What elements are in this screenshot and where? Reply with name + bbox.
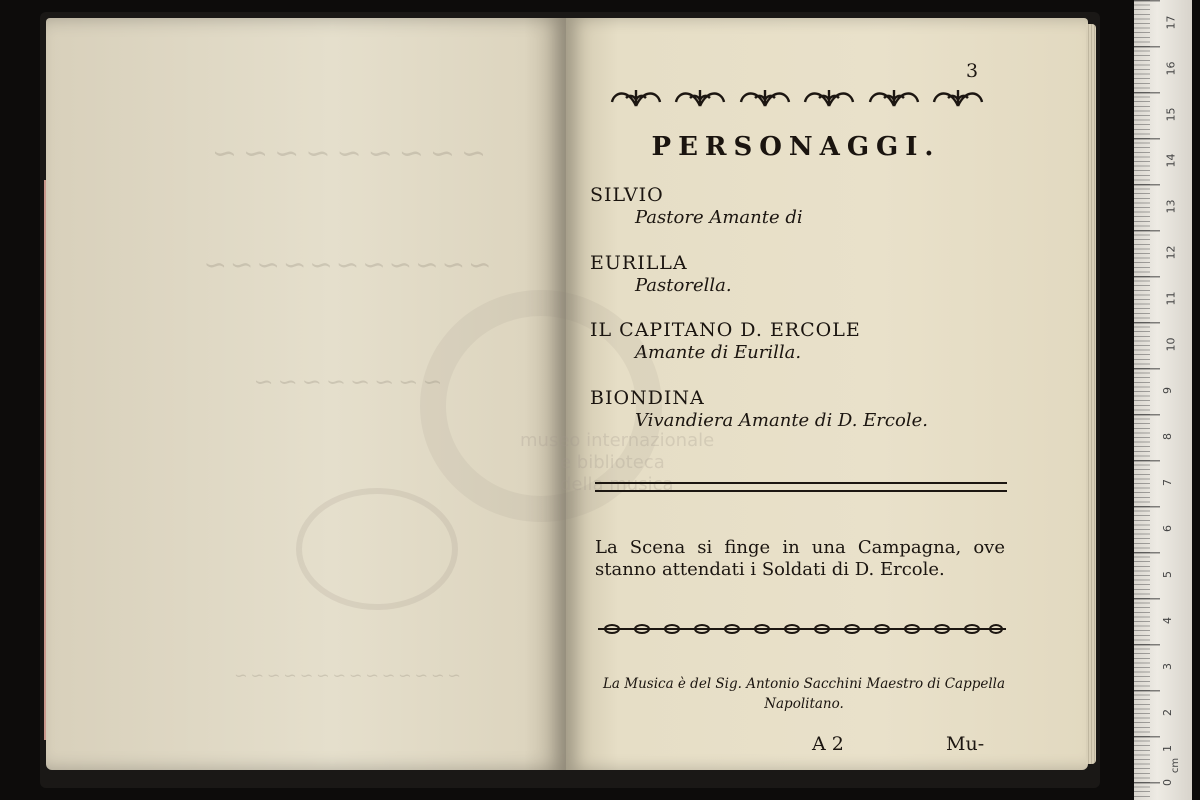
fleuron-icon	[801, 86, 857, 108]
fleuron-icon	[930, 86, 986, 108]
show-through-title: ~~~~~~~~~	[205, 136, 487, 171]
ruler-number: 9	[1161, 387, 1174, 394]
ruler-number: 11	[1164, 291, 1178, 306]
character-description: Amante di Eurilla.	[635, 342, 802, 363]
character-entry	[590, 183, 803, 229]
ruler-number: 10	[1164, 337, 1178, 352]
double-rule-divider	[595, 482, 1007, 492]
fleuron-icon	[737, 86, 793, 108]
watermark-line: della musica	[560, 474, 674, 495]
ruler-unit: cm	[1170, 757, 1182, 774]
character-name: BIONDINA	[590, 387, 705, 409]
page-number: 3	[966, 60, 979, 82]
fleuron-icon	[608, 86, 664, 108]
ruler-number: 1	[1161, 745, 1174, 752]
character-description: Vivandiera Amante di D. Ercole.	[635, 410, 928, 431]
ruler-number: 16	[1164, 61, 1178, 76]
ruler-number: 4	[1161, 617, 1174, 624]
ruler-number: 7	[1161, 479, 1174, 486]
music-credit: La Musica è del Sig. Antonio Sacchini Maestro di Cappella Napolitano.	[602, 676, 1006, 712]
ruler-number: 3	[1161, 663, 1174, 670]
page-stack-edge	[1086, 24, 1096, 764]
show-through-line: ~~~~~~~~	[249, 368, 443, 396]
fleuron-icon	[866, 86, 922, 108]
ruler-number: 0	[1161, 779, 1174, 786]
show-through-imprint: ~~~~~~~~~~~~~~	[231, 666, 461, 685]
ruler-major-ticks	[1134, 0, 1160, 800]
character-name: EURILLA	[590, 252, 688, 274]
ruler-number: 6	[1161, 525, 1174, 532]
ruler-number: 8	[1161, 433, 1174, 440]
character-description: Pastore Amante di	[635, 207, 803, 228]
ruler-number: 14	[1164, 153, 1178, 168]
show-through-ornament	[296, 488, 458, 610]
ornamental-headband	[608, 86, 986, 108]
ruler-number: 15	[1164, 107, 1178, 122]
watermark-line: e biblioteca	[560, 452, 665, 473]
ruler-number: 2	[1161, 709, 1174, 716]
fleuron-icon	[672, 86, 728, 108]
character-name: IL CAPITANO D. ERCOLE	[590, 319, 861, 341]
ruler-number: 13	[1164, 199, 1178, 214]
ruler-numbers	[1161, 0, 1188, 800]
scene-description: La Scena si finge in una Campagna, ove stanno attendati i Soldati di D. Ercole.	[595, 537, 1005, 580]
ruler-number: 12	[1164, 245, 1178, 260]
show-through-line: ~~~~~~~~~~~	[200, 248, 492, 281]
page-heading: PERSONAGGI.	[651, 132, 941, 162]
watermark-line: museo internazionale	[520, 430, 715, 451]
catchword: Mu-	[946, 733, 985, 755]
measuring-ruler	[1134, 0, 1192, 800]
chain-rule-divider	[598, 622, 1006, 636]
character-description: Pastorella.	[635, 275, 732, 296]
character-name: SILVIO	[590, 184, 664, 206]
ruler-number: 5	[1161, 571, 1174, 578]
character-entry	[590, 318, 861, 364]
signature-mark: A 2	[812, 733, 844, 755]
character-entry	[590, 251, 732, 297]
ruler-number: 17	[1164, 15, 1178, 30]
character-entry	[590, 386, 928, 432]
